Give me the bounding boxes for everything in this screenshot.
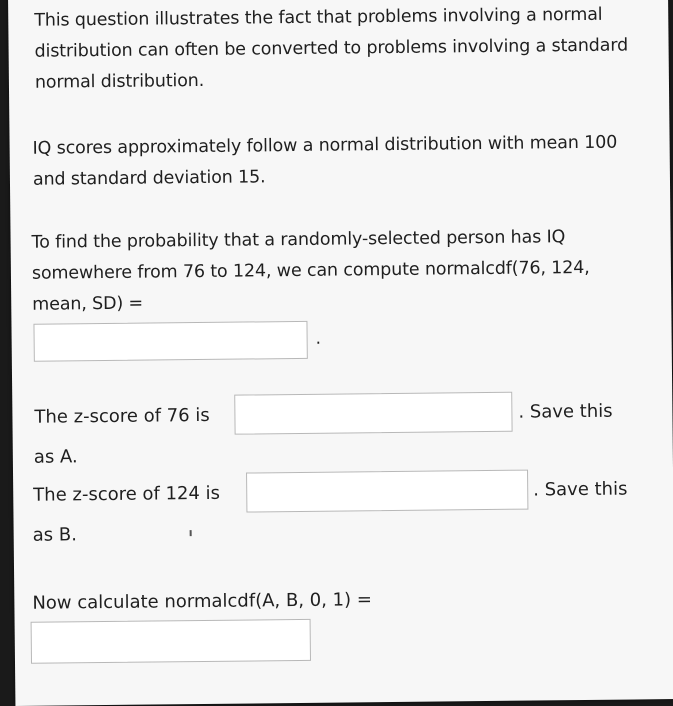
- answer-period: .: [315, 328, 322, 349]
- zscore-76-input[interactable]: [234, 392, 512, 435]
- question-card: [8, 0, 673, 706]
- zscore-124-save-text: . Save this: [533, 478, 628, 501]
- question-paragraph: To find the probability that a randomly-selected person has IQ somewhere from 76 to 124, we can compute normalcdf(76, 124, mean, SD) =: [31, 227, 590, 315]
- zscore-76-label: The z-score of 76 is: [34, 404, 210, 428]
- zscore-124-label: The z-score of 124 is: [33, 482, 221, 506]
- intro-paragraph: This question illustrates the fact that problems involving a normal distribution can often be converted to problems involving a standard normal distribution.: [34, 4, 629, 93]
- zscore-76-save-as: as A.: [33, 446, 78, 468]
- zscore-124-input[interactable]: [246, 470, 528, 513]
- final-calculation-label: Now calculate normalcdf(A, B, 0, 1) =: [32, 589, 372, 614]
- zscore-124-save-as: as B.: [32, 524, 77, 546]
- normalcdf-answer-input[interactable]: [33, 321, 307, 362]
- setup-paragraph: IQ scores approximately follow a normal distribution with mean 100 and standard deviation 15.: [32, 132, 618, 190]
- final-answer-input[interactable]: [31, 619, 311, 664]
- zscore-76-save-text: . Save this: [518, 400, 613, 423]
- text-cursor-mark: [190, 530, 192, 536]
